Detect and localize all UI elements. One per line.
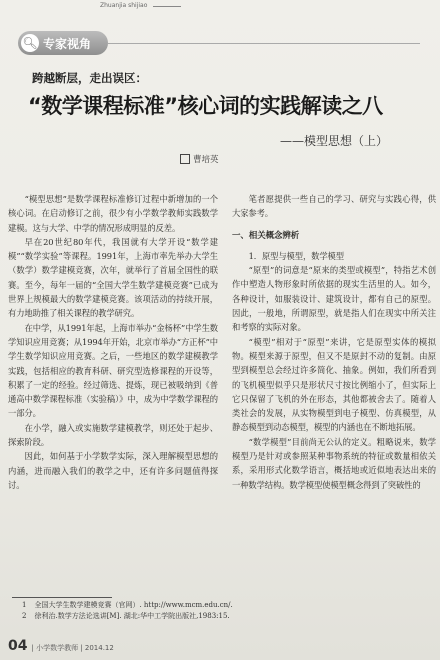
footnotes <box>12 600 432 622</box>
footnote-text: 徐利治.数学方法论选讲[M]. 湖北:华中工学院出版社,1983:15. <box>34 612 230 620</box>
footnote-divider <box>12 597 112 598</box>
author-name: 曹培英 <box>193 155 219 165</box>
footnote-text: 全国大学生数学建模竞赛（官网）. http://www.mcm.edu.cn/. <box>34 601 233 609</box>
column-badge <box>18 31 108 55</box>
page-footer <box>8 638 114 654</box>
body-paragraph: 早在20世纪80年代，我国就有大学开设“数学建模”“数学实验”等课程。1991年，上海市率先举办大学生（数学）数学建模竞赛，次年，就举行了首届全国性的联赛。至今，每年一届的“全国大学生数学建模竞赛”已成为世界上规模最大的数学建模竞赛。该项活动的持续开展，有力地助推了相关课程的教学研究。 <box>8 236 218 319</box>
running-header-text: Zhuanjia shijiao <box>100 2 148 9</box>
article-subtitle: ——模型思想（上） <box>279 134 388 148</box>
author-line <box>180 153 219 165</box>
series-kicker: 跨越断层，走出误区： <box>32 71 147 85</box>
page-number: 04 <box>8 638 28 654</box>
article-title: “数学课程标准”核心词的实践解读之八 <box>28 94 383 118</box>
body-paragraph: 在小学，融入或实施数学建模教学，则还处于起步、探索阶段。 <box>8 422 218 448</box>
running-header <box>100 0 181 12</box>
badge-divider <box>108 43 420 44</box>
body-paragraph: “模型思想”是数学课程标准修订过程中新增加的一个核心词。在启动修订之前，很少有小学数学教师实践数学建模。这与大学、中学的情况形成明显的反差。 <box>8 194 218 233</box>
footnote <box>22 611 432 622</box>
column-badge-label: 专家视角 <box>43 36 92 51</box>
body-paragraph: “原型”的词意是“原来的类型或模型”，特指艺术创作中塑造人物形象时所依据的现实生活里的人。如今，各种设计，如服装设计、建筑设计，都有自己的原型。因此，一般地，所谓原型，就是指人们在现实中所关注和考察的实际对象。 <box>232 265 436 333</box>
footnote <box>22 600 432 611</box>
body-paragraph: “数学模型”目前尚无公认的定义。粗略说来，数学模型乃是针对或参照某种事物系统的特征或数量相依关系，采用形式化数学语言，概括地或近似地表达出来的一种数学结构。数学模型使模型概念得到了突破性的 <box>232 436 436 490</box>
left-column <box>8 192 218 492</box>
header-rule <box>153 6 181 7</box>
right-column <box>232 192 436 492</box>
footnote-number: 1 <box>22 601 27 609</box>
body-paragraph: 因此，如何基于小学数学实际，深入理解模型思想的内涵，进而融入我们的教学之中，还有许多问题值得探讨。 <box>8 451 218 490</box>
author-box-icon <box>180 154 190 164</box>
section-heading: 一、相关概念辨析 <box>232 230 300 241</box>
body-paragraph: 在中学，从1991年起，上海市举办“金杨杯”中学生数学知识应用竞赛；从1994年开始，北京市举办“方正杯”中学生数学知识应用竞赛。之后，一些地区的数学建模教学实践，包括相应的教育科研、研究型选修课程的开设等，积累了一定的经验。经过筛选、提炼，现已被吸纳到《普通高中数学课程标准（实验稿）》中，成为中学数学课程的一部分。 <box>8 322 218 419</box>
magnifier-icon: 🔍︎ <box>22 36 38 50</box>
magazine-info: | 小学数学教师 | 2014.12 <box>31 644 114 652</box>
footnote-number: 2 <box>22 612 27 620</box>
body-paragraph: “模型”相对于“原型”来讲，它是原型实体的模拟物。模型来源于原型，但又不是原封不动的复制。由原型到模型总会经过许多简化、抽象。例如，我们所看到的飞机模型似乎只是形状尺寸按比例缩小了，但实际上它只保留了飞机的外在形态，其他都被舍去了。随着人类社会的发展，从实物模型到电子模型、仿真模型，从静态模型到动态模型，模型的内涵也在不断地拓展。 <box>232 336 436 433</box>
sub-heading: 1．原型与模型，数学模型 <box>248 250 344 261</box>
body-paragraph: 笔者愿提供一些自己的学习、研究与实践心得，供大家参考。 <box>232 194 436 219</box>
